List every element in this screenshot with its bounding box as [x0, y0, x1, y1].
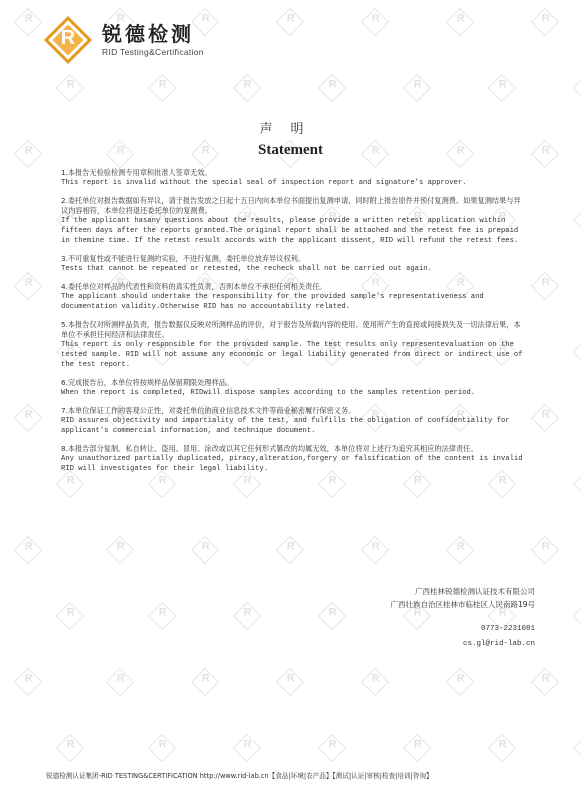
statement-item-3	[61, 254, 523, 274]
statement-cn: 2.委托单位对报告数据如有异议，请于报告发放之日起十五日内向本单位书面提出复测申请，同时附上报告原件并预付复测费。如果复测结果与异议内容相符，本单位将退还委托单位的复测费。	[61, 196, 521, 215]
statement-item-7	[61, 406, 523, 436]
watermark-logo	[233, 602, 261, 630]
statement-cn: 4.委托单位对样品的代表性和资料的真实性负责，否则本单位不承担任何相关责任。	[61, 282, 327, 291]
statement-cn: 7.本单位保证工作的客观公正性，对委托单位的商业信息技术文件等商业秘密履行保密义务。	[61, 406, 356, 415]
watermark-logo	[573, 74, 581, 102]
statement-cn: 6.完成报告后，本单位将按规样品保留期限处理样品。	[61, 378, 234, 387]
brand-name-en: RID Testing&Certification	[102, 47, 204, 57]
statement-item-8	[61, 444, 523, 474]
watermark-logo	[14, 536, 42, 564]
footer-line: 锐德检测认证集团-RID TESTING&CERTIFICATION http://www.rid-lab.cn【食品|环境|农产品】【测试|认证|审核|检查|培训|咨询】	[46, 772, 433, 780]
watermark-logo	[56, 602, 84, 630]
statement-cn: 8.本报告部分复制、私自转让、盗用、冒用、涂改或以其它任何形式篡改的均属无效，本单位将对上述行为追究其相应的法律责任。	[61, 444, 478, 453]
watermark-logo	[106, 668, 134, 696]
statement-en: Tests that cannot be repeated or retested, the recheck shall not be carried out again.	[61, 265, 432, 273]
brand-block	[102, 23, 204, 57]
statement-en: RID assures objectivity and impartiality of the test, and fulfills the obligation of confidentiality for applicant's commercial information, and technique document.	[61, 417, 510, 435]
brand-name-cn: 锐德检测	[102, 22, 194, 46]
statement-item-4	[61, 282, 523, 312]
watermark-logo	[531, 8, 559, 36]
watermark-logo	[573, 602, 581, 630]
company-name: 广西桂林锐德检测认证技术有限公司	[415, 587, 535, 596]
watermark-logo	[531, 272, 559, 300]
contact-block	[390, 585, 535, 651]
watermark-logo	[531, 404, 559, 432]
rid-logo	[44, 16, 92, 64]
statement-body	[61, 168, 523, 482]
watermark-logo	[148, 734, 176, 762]
watermark-logo	[446, 668, 474, 696]
watermark-logo	[233, 74, 261, 102]
watermark-logo	[446, 8, 474, 36]
company-address: 广西壮族自治区桂林市临桂区人民南路19号	[390, 600, 535, 609]
watermark-logo	[56, 74, 84, 102]
watermark-logo	[148, 74, 176, 102]
statement-item-5	[61, 320, 523, 370]
statement-en: This report is invalid without the special seal of inspection report and signature's approver.	[61, 179, 467, 187]
watermark-logo	[488, 74, 516, 102]
watermark-logo	[14, 8, 42, 36]
statement-item-1	[61, 168, 523, 188]
company-header	[44, 16, 204, 64]
statement-item-2	[61, 196, 523, 246]
logo-letter: R	[60, 27, 76, 49]
statement-cn: 5.本报告仅对所测样品负责，报告数据仅反映对所测样品的评价，对于报告及所载内容的使用、使用所产生的直接或间接损失及一切法律后果，本单位不承担任何经济和法律责任。	[61, 320, 521, 339]
watermark-logo	[191, 668, 219, 696]
watermark-logo	[531, 536, 559, 564]
statement-en: If the applicant hasany questions about the results, please provide a written retest application within fifteen days after the reports granted.The original report shall be attached and the retest fee is prepaid in themine time. If the retest result accords with the applicant dissent, RID will refund the retest fees.	[61, 217, 519, 245]
watermark-logo	[318, 602, 346, 630]
watermark-logo	[361, 8, 389, 36]
statement-en: The applicant should undertake the responsibility for the provided sample's representativeness and documentation validity.Otherwise RID has no accountability related.	[61, 293, 484, 311]
watermark-logo	[573, 206, 581, 234]
email-address: cs.gl@rid-lab.cn	[462, 640, 535, 648]
statement-cn: 1.本报告无检验检测专用章和批准人签章无效。	[61, 168, 212, 177]
watermark-logo	[573, 470, 581, 498]
watermark-logo	[14, 272, 42, 300]
title-en: Statement	[258, 142, 323, 158]
statement-en: When the report is completed, RIDwill dispose samples according to the samples retention period.	[61, 389, 476, 397]
watermark-logo	[148, 602, 176, 630]
watermark-logo	[106, 536, 134, 564]
watermark-logo	[573, 338, 581, 366]
watermark-logo	[276, 536, 304, 564]
watermark-logo	[318, 74, 346, 102]
title-cn: 声明	[259, 122, 322, 137]
watermark-logo	[403, 734, 431, 762]
statement-en: This report is only responsible for the provided sample. The test results only representevaluation on the tested sample. RID will not assume any economic or legal liability generated from direct or indirect use of the test report.	[61, 341, 523, 369]
watermark-logo	[531, 668, 559, 696]
watermark-logo	[361, 536, 389, 564]
watermark-logo	[446, 536, 474, 564]
watermark-logo	[361, 668, 389, 696]
watermark-logo	[276, 668, 304, 696]
watermark-logo	[191, 536, 219, 564]
watermark-logo	[403, 74, 431, 102]
watermark-logo	[488, 734, 516, 762]
phone-number: 0773-2231081	[480, 625, 535, 633]
watermark-logo	[318, 734, 346, 762]
watermark-logo	[276, 8, 304, 36]
statement-en: Any unauthorized partially duplicated, piracy,alteration,forgery or falsification of the content is invalid RID will investigates for their legal liability.	[61, 455, 523, 473]
statement-cn: 3.不可重复性或不能进行复测的实验，不进行复测，委托单位放弃异议权利。	[61, 254, 306, 263]
watermark-logo	[573, 734, 581, 762]
watermark-logo	[14, 404, 42, 432]
watermark-logo	[233, 734, 261, 762]
watermark-logo	[14, 668, 42, 696]
statement-item-6	[61, 378, 523, 398]
watermark-logo	[56, 734, 84, 762]
